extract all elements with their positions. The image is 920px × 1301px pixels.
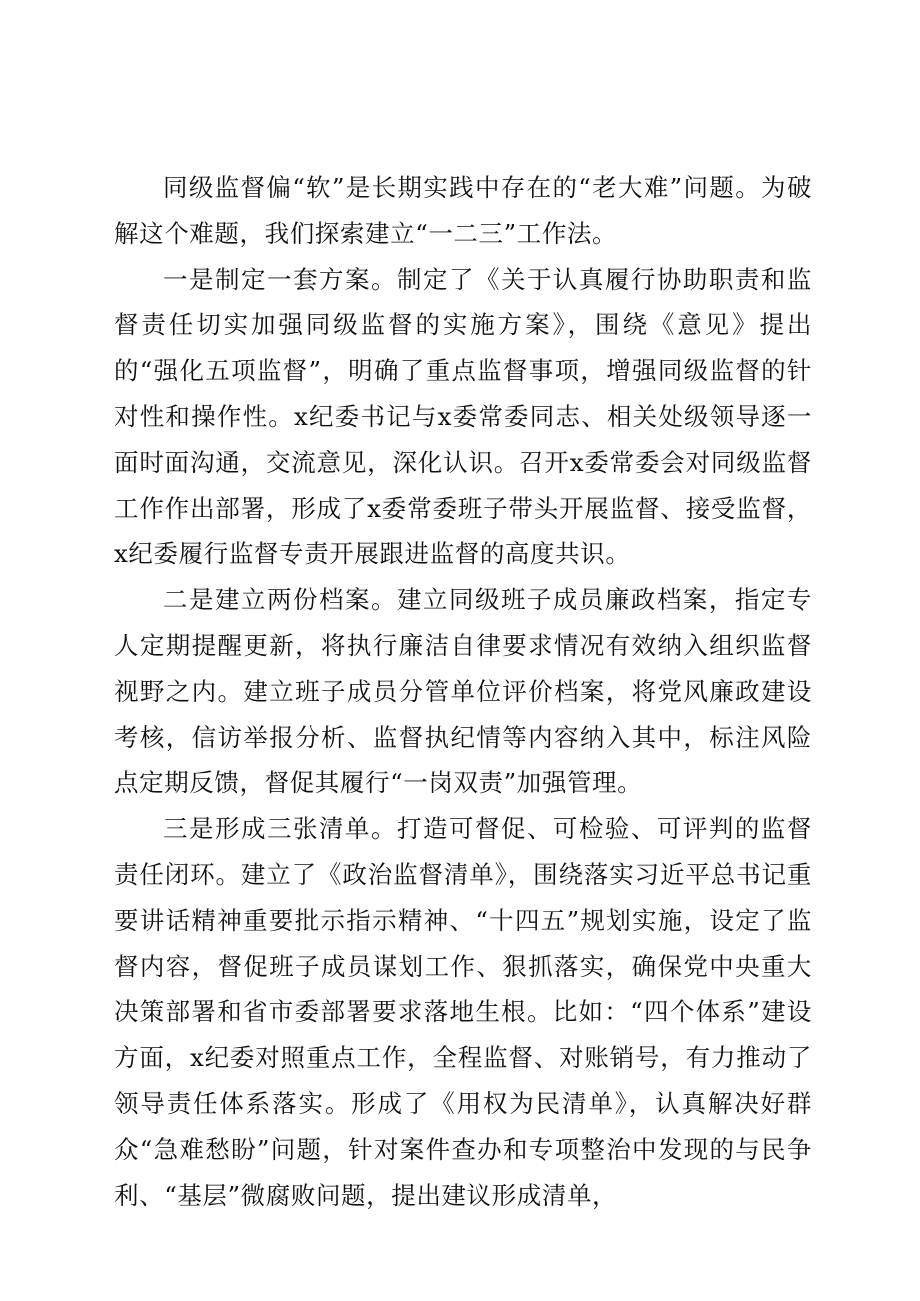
paragraph-intro: 同级监督偏“软”是长期实践中存在的“老大难”问题。为破解这个难题，我们探索建立“一二三”工作法。: [114, 173, 812, 248]
paragraph-three-lists: 三是形成三张清单。打造可督促、可检验、可评判的监督责任闭环。建立了《政治监督清单》，围绕落实习近平总书记重要讲话精神重要批示指示精神、“十四五”规划实施，设定了监督内容，督促班子成员谋划工作、狠抓落实，确保党中央重大决策部署和省市委部署要求落地生根。比如：“四个体系”建设方面，x纪委对照重点工作，全程监督、对账销号，有力推动了领导责任体系落实。形成了《用权为民清单》，认真解决好群众“急难愁盼”问题，针对案件查办和专项整治中发现的与民争利、“基层”微腐败问题，提出建议形成清单，: [114, 814, 812, 1210]
document-body: [114, 165, 812, 1218]
paragraph-two-archives: 二是建立两份档案。建立同级班子成员廉政档案，指定专人定期提醒更新，将执行廉洁自律要求情况有效纳入组织监督视野之内。建立班子成员分管单位评价档案，将党风廉政建设考核，信访举报分析、监督执纪情等内容纳入其中，标注风险点定期反馈，督促其履行“一岗双责”加强管理。: [114, 585, 812, 798]
paragraph-one-plan: 一是制定一套方案。制定了《关于认真履行协助职责和监督责任切实加强同级监督的实施方案》，围绕《意见》提出的“强化五项监督”，明确了重点监督事项，增强同级监督的针对性和操作性。x纪委书记与x委常委同志、相关处级领导逐一面时面沟通，交流意见，深化认识。召开x委常委会对同级监督工作作出部署，形成了x委常委班子带头开展监督、接受监督，x纪委履行监督专责开展跟进监督的高度共识。: [114, 264, 812, 569]
